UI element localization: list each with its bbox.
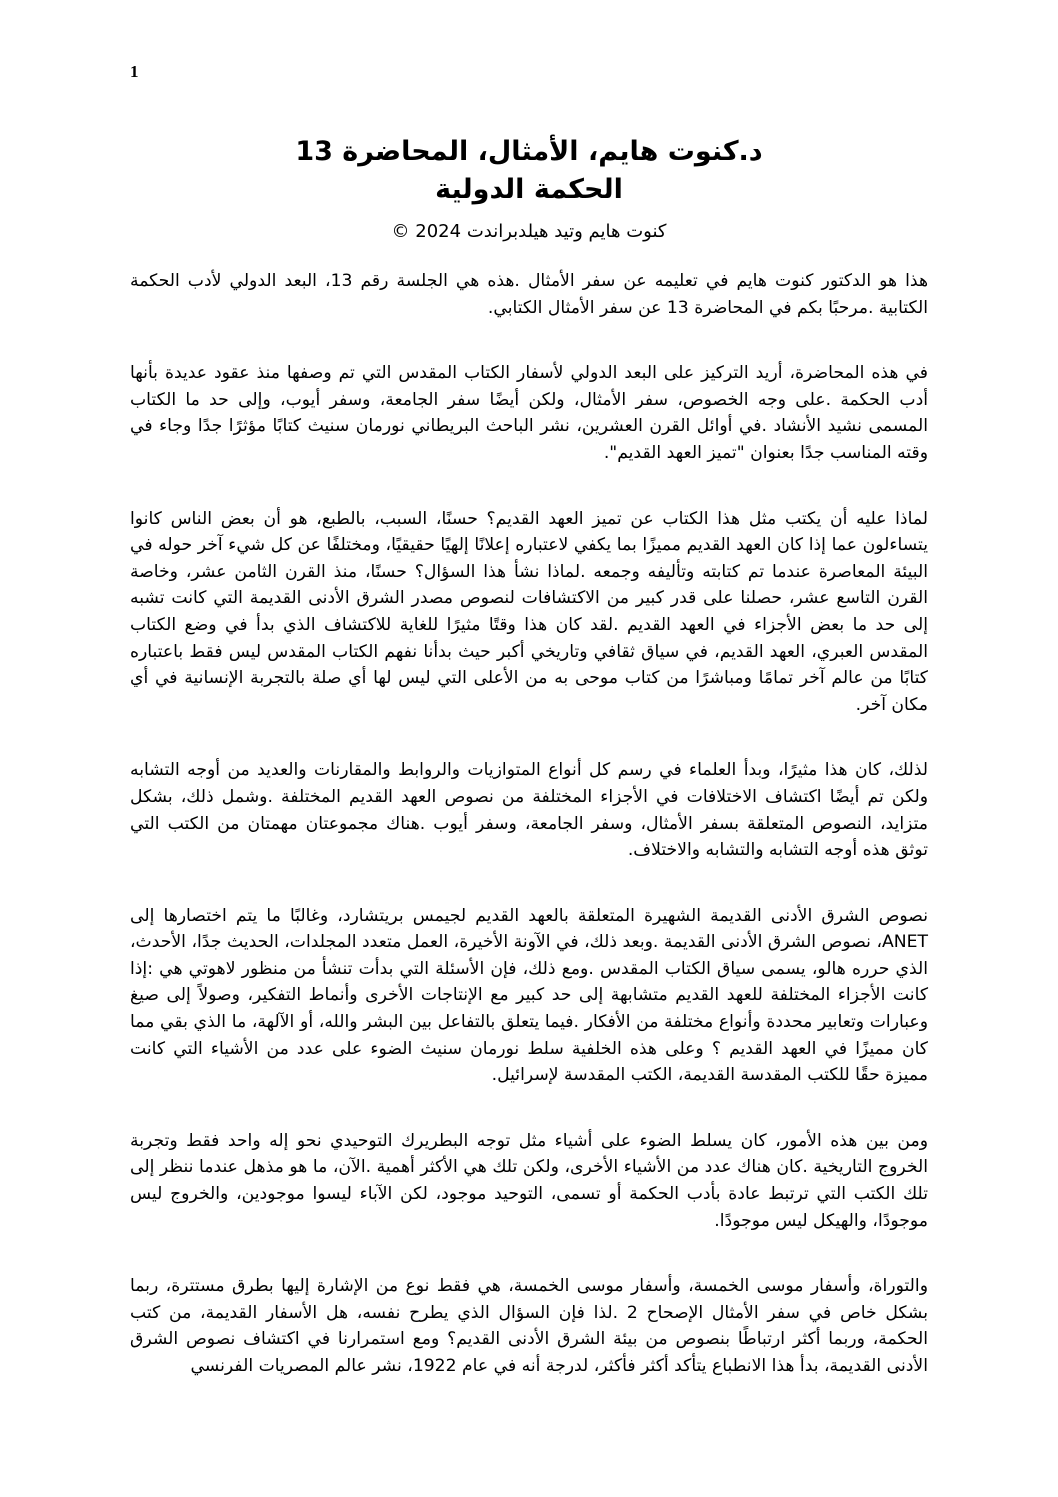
lecture-subtitle: الحكمة الدولية: [435, 174, 623, 205]
lecture-title: د.كنوت هايم، الأمثال، المحاضرة 13: [295, 136, 763, 167]
document-header: [130, 133, 928, 247]
paragraph-4: لذلك، كان هذا مثيرًا، وبدأ العلماء في رسم كل أنواع المتوازيات والروابط والمقارنات والعديد من أوجه التشابه ولكن تم أيضًا اكتشاف الاختلافات في الأجزاء المختلفة من نصوص العهد القديم المختلفة .وشمل ذلك، بشكل متزايد، النصوص المتعلقة بسفر الأمثال، وسفر الجامعة، وسفر أيوب .هناك مجموعتان مهمتان من الكتب التي توثق هذه أوجه التشابه والتشابه والاختلاف.: [130, 760, 928, 861]
paragraph-5: نصوص الشرق الأدنى القديمة الشهيرة المتعلقة بالعهد القديم لجيمس بريتشارد، وغالبًا ما يتم اختصارها إلى ANET، نصوص الشرق الأدنى القديمة .وبعد ذلك، في الآونة الأخيرة، العمل متعدد المجلدات، الحديث جدًا، الأحدث، الذي حرره هالو، يسمى سياق الكتاب المقدس .ومع ذلك، فإن الأسئلة التي بدأت تنشأ من منظور لاهوتي هي :إذا كانت الأجزاء المختلفة للعهد القديم متشابهة إلى حد كبير مع الإنتاجات الأخرى وأنماط التفكير، وصولاً إلى صيغ وعبارات وتعابير محددة وأنواع مختلفة من الأفكار .فيما يتعلق بالتفاعل بين البشر والله، أو الآلهة، ما الذي بقي مما كان مميزًا في العهد القديم ؟ وعلى هذه الخلفية سلط نورمان سنيث الضوء على عدد من الأشياء التي كانت مميزة حقًا للكتب المقدسة القديمة، الكتب المقدسة لإسرائيل.: [130, 905, 928, 1086]
paragraph-3: لماذا عليه أن يكتب مثل هذا الكتاب عن تميز العهد القديم؟ حسنًا، السبب، بالطبع، هو أن بعض الناس كانوا يتساءلون عما إذا كان العهد القديم مميزًا بما يكفي لاعتباره إعلانًا إلهيًا حقيقيًا، ومختلفًا عن كل شيء آخر حوله في البيئة المعاصرة عندما تم كتابته وتأليفه وجمعه .لماذا نشأ هذا السؤال؟ حسنًا، منذ القرن الثامن عشر، وخاصة القرن التاسع عشر، حصلنا على قدر كبير من الاكتشافات لنصوص مصدر الشرق الأدنى القديمة التي كانت تشبه إلى حد ما بعض الأجزاء في العهد القديم .لقد كان هذا وقتًا مثيرًا للغاية للاكتشاف الذي بدأ في وضع الكتاب المقدس العبري، العهد القديم، في سياق ثقافي وتاريخي أكبر حيث بدأنا نفهم الكتاب المقدس ليس فقط باعتباره كتابًا من عالم آخر تمامًا ومباشرًا من كتاب موحى به من الأعلى التي ليس لها أي صلة بالتجربة الإنسانية في أي مكان آخر.: [130, 508, 928, 715]
paragraph-7: والتوراة، وأسفار موسى الخمسة، وأسفار موسى الخمسة، هي فقط نوع من الإشارة إليها بطرق مستترة، ربما بشكل خاص في سفر الأمثال الإصحاح 2 .لذا فإن السؤال الذي يطرح نفسه، هل الأسفار القديمة، من كتب الحكمة، وربما أكثر ارتباطًا بنصوص من بيئة الشرق الأدنى القديم؟ ومع استمرارنا في اكتشاف نصوص الشرق الأدنى القديمة، بدأ هذا الانطباع يتأكد أكثر فأكثر، لدرجة أنه في عام 1922، نشر عالم المصريات الفرنسي: [130, 1276, 928, 1376]
page-number: 1: [130, 62, 139, 81]
copyright-line: كنوت هايم وتيد هيلدبراندت 2024 ©: [391, 221, 667, 242]
paragraph-1: هذا هو الدكتور كنوت هايم في تعليمه عن سفر الأمثال .هذه هي الجلسة رقم 13، البعد الدولي لأدب الحكمة الكتابية .مرحبًا بكم في المحاضرة 13 عن سفر الأمثال الكتابي.: [130, 271, 929, 318]
paragraph-2: في هذه المحاضرة، أريد التركيز على البعد الدولي لأسفار الكتاب المقدس التي تم وصفها منذ عقود عديدة بأنها أدب الحكمة .على وجه الخصوص، سفر الأمثال، ولكن أيضًا سفر الجامعة، وسفر أيوب، وإلى حد ما الكتاب المسمى نشيد الأنشاد .في أوائل القرن العشرين، نشر الباحث البريطاني نورمان سنيث كتابًا مؤثرًا جدًا وجاء في وقته المناسب جدًا بعنوان "تميز العهد القديم".: [130, 363, 928, 463]
document-body: [130, 268, 928, 1419]
paragraph-6: ومن بين هذه الأمور، كان يسلط الضوء على أشياء مثل توجه البطريرك التوحيدي نحو إله واحد فقط وتجربة الخروج التاريخية .كان هناك عدد من الأشياء الأخرى، ولكن تلك هي الأكثر أهمية .الآن، ما هو مذهل عندما ننظر إلى تلك الكتب التي ترتبط عادة بأدب الحكمة أو تسمى، التوحيد موجود، لكن الآباء ليسوا موجودين، والخروج ليس موجودًا، والهيكل ليس موجودًا.: [130, 1130, 928, 1231]
